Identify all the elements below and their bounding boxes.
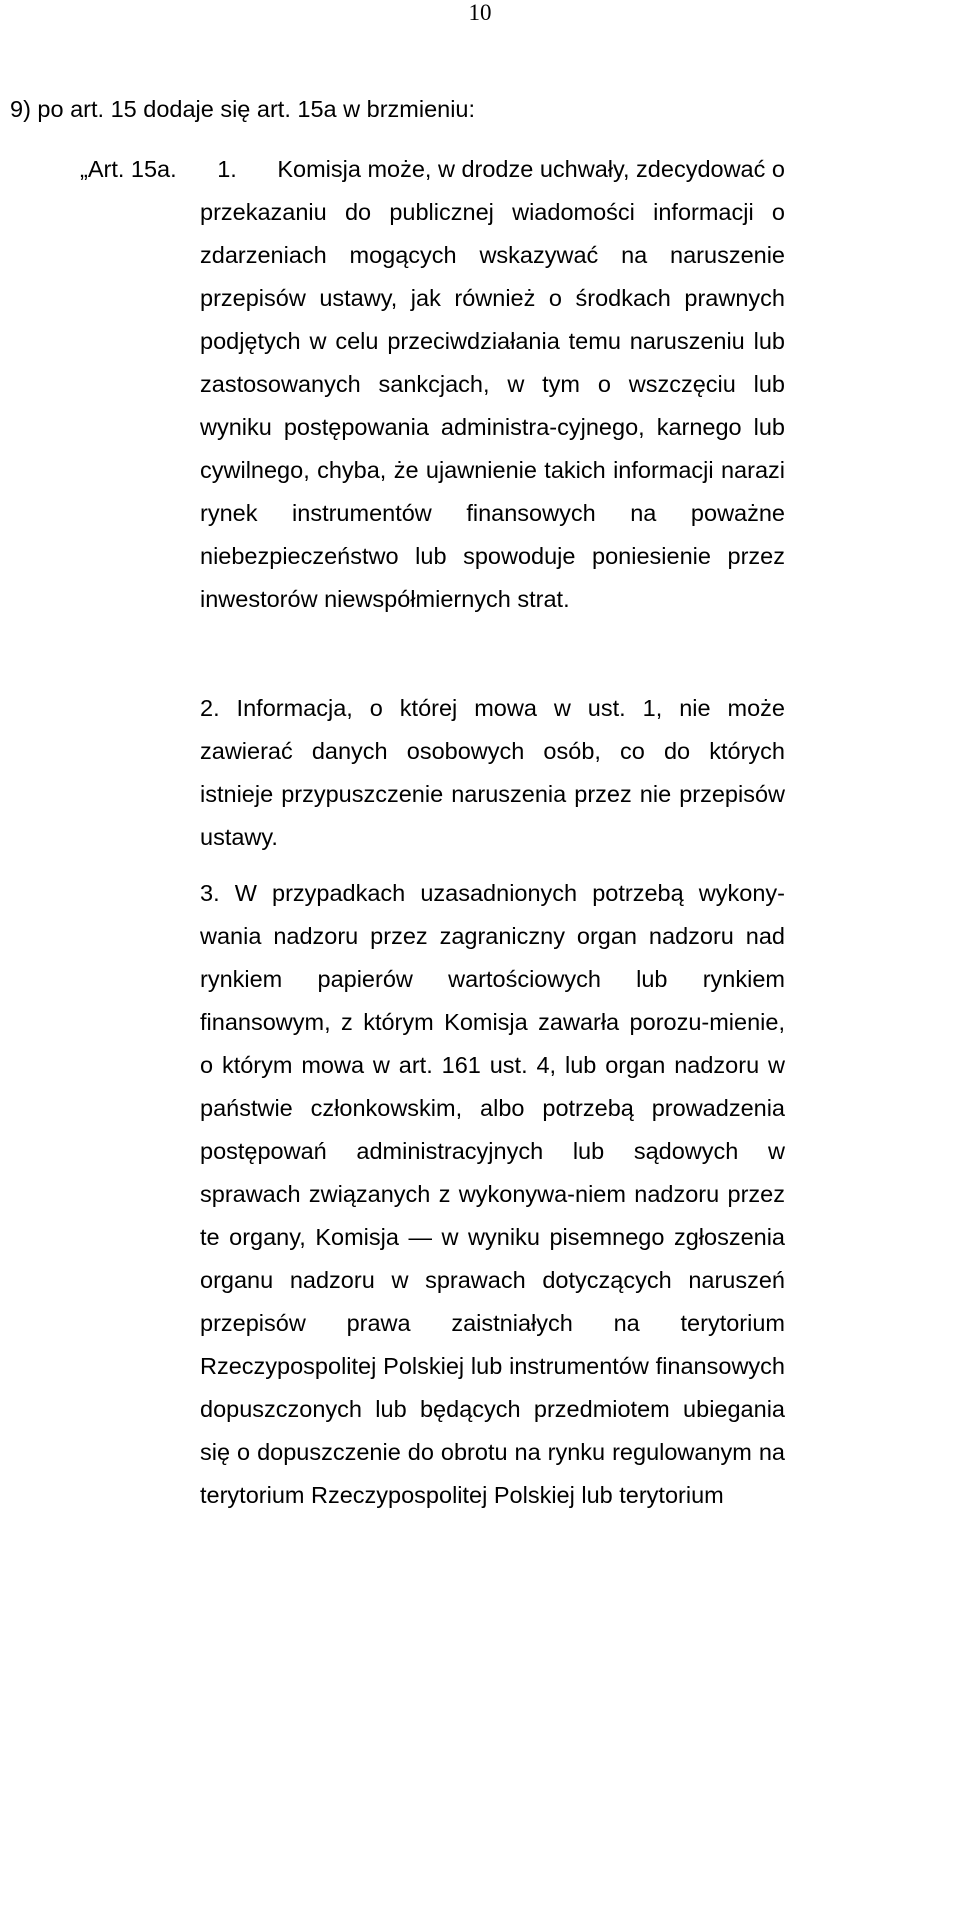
paragraph-1-body <box>200 191 785 621</box>
amendment-point-9: 9) po art. 15 dodaje się art. 15a w brzmieniu: <box>10 96 476 122</box>
paragraph-2 <box>200 687 785 859</box>
paragraph-3-text: 3. W przypadkach uzasadnionych potrzebą wykony-wania nadzoru przez zagraniczny organ nadzoru nad rynkiem papierów wartościowych lub rynkiem finansowym, z którym Komisja zawarła porozu-mienie, o którym mowa w art. 161 ust. 4, lub organ nadzoru w państwie członkowskim, albo potrzebą prowadzenia postępowań administracyjnych lub sądowych w sprawach związanych z wykonywa-niem nadzoru przez te organy, Komisja — w wyniku pisemnego zgłoszenia organu nadzoru w sprawach dotyczących naruszeń przepisów prawa zaistniałych na terytorium Rzeczypospolitej Polskiej lub instrumentów finansowych dopuszczonych lub będących przedmiotem ubiegania się o dopuszczenie do obrotu na rynku regulowanym na terytorium Rzeczypospolitej Polskiej lub terytorium <box>200 880 785 1508</box>
page-number: 10 <box>468 0 492 25</box>
paragraph-1-first-line: Komisja może, w drodze uchwały, zdecydować o <box>277 156 785 182</box>
paragraph-2-text: 2. Informacja, o której mowa w ust. 1, nie może zawierać danych osobowych osób, co do których istnieje przypuszczenie naruszenia przez nie przepisów ustawy. <box>200 695 785 850</box>
paragraph-1-text: przekazaniu do publicznej wiadomości informacji o zdarzeniach mogących wskazywać na naruszenie przepisów ustawy, jak również o środkach prawnych podjętych w celu przeciwdziałania temu naruszeniu lub zastosowanych sankcjach, w tym o wszczęciu lub wyniku postępowania administra-cyjnego, karnego lub cywilnego, chyba, że ujawnienie takich informacji narazi rynek instrumentów finansowych na poważne niebezpieczeństwo lub spowoduje poniesienie przez inwestorów niewspółmiernych strat. <box>200 199 785 612</box>
article-label: „Art. 15a. <box>80 156 177 182</box>
paragraph-3 <box>200 872 785 1517</box>
article-15a-first-line <box>0 148 785 191</box>
paragraph-1-marker: 1. <box>217 156 237 182</box>
